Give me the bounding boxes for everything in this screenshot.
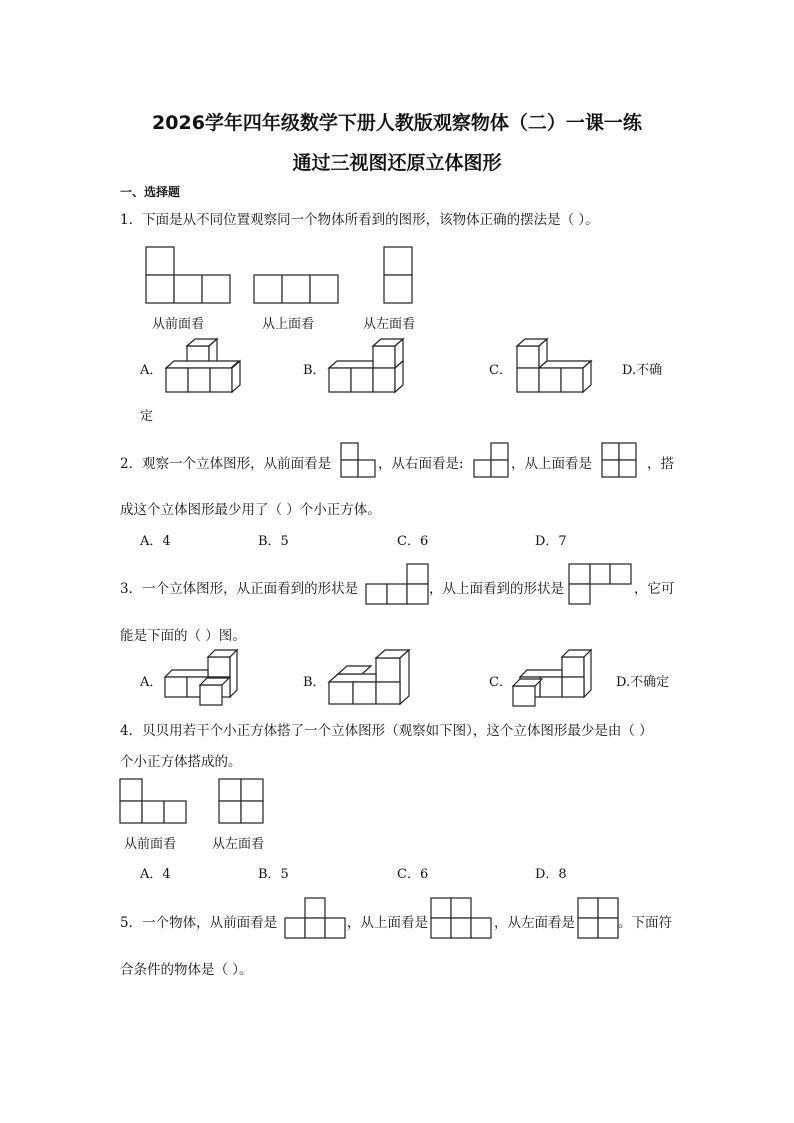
q4-option-b[interactable]: B．5: [258, 867, 289, 882]
q3-option-b[interactable]: B．: [303, 675, 326, 690]
q4-option-d[interactable]: D．8: [535, 867, 567, 882]
q3-option-a-solid[interactable]: [164, 648, 240, 706]
q4-left-view-figure: [218, 778, 266, 824]
q4-text-line2: 个小正方体搭成的。: [120, 754, 242, 770]
q5-text-part3: ，从左面看是: [494, 915, 575, 931]
q1-top-view-label: 从上面看: [262, 317, 315, 332]
q4-front-view-label: 从前面看: [124, 837, 177, 852]
q5-text-part2: ，从上面看是: [347, 915, 428, 931]
q2-right-view-figure: [473, 442, 509, 478]
q3-option-c[interactable]: C．: [489, 675, 512, 690]
q2-top-view-figure: [601, 442, 638, 479]
q3-front-view-figure: [365, 563, 429, 605]
q3-top-view-figure: [568, 563, 632, 605]
q1-top-view-figure: [253, 274, 339, 304]
q2-option-d[interactable]: D．7: [535, 534, 567, 549]
q2-text-part2: ，从右面看是:: [378, 456, 464, 472]
q1-option-a-solid[interactable]: [165, 338, 245, 394]
q3-text-part2: ，从上面看到的形状是: [429, 581, 564, 597]
question-1-text: 1．下面是从不同位置观察同一个物体所看到的图形，该物体正确的摆法是（ ）。: [120, 212, 599, 228]
q1-left-view-label: 从左面看: [363, 317, 416, 332]
q1-option-d[interactable]: D.不确: [622, 363, 663, 378]
q2-text-part3: ，从上面看是: [511, 456, 592, 472]
q1-option-c[interactable]: C．: [489, 363, 512, 378]
q3-text-line2: 能是下面的（ ）图。: [120, 628, 246, 644]
q2-front-view-figure: [340, 442, 376, 478]
q1-option-c-solid[interactable]: [516, 338, 598, 394]
q1-option-d-wrap: 定: [140, 409, 154, 424]
page-title: 2026学年四年级数学下册人教版观察物体（二）一课一练: [152, 112, 642, 134]
q1-option-b[interactable]: B．: [303, 363, 326, 378]
q3-text-part3: ，它可: [634, 581, 675, 597]
section-heading: 一、选择题: [120, 185, 181, 199]
q2-text-part1: 2．观察一个立体图形，从前面看是: [120, 456, 332, 472]
q1-option-b-solid[interactable]: [328, 338, 410, 394]
q2-text-part4: ，搭: [647, 456, 674, 472]
q3-option-b-solid[interactable]: [328, 648, 414, 706]
q4-left-view-label: 从左面看: [212, 837, 265, 852]
q1-front-view-label: 从前面看: [152, 317, 205, 332]
q5-front-view-figure: [284, 897, 346, 939]
q5-text-part4: 。下面符: [618, 915, 672, 931]
q5-left-view-figure: [577, 897, 619, 939]
q2-option-b[interactable]: B．5: [258, 534, 289, 549]
q3-option-d[interactable]: D.不确定: [616, 675, 670, 690]
q4-front-view-figure: [119, 778, 189, 824]
q1-front-view-figure: [145, 246, 231, 304]
page-subtitle: 通过三视图还原立体图形: [292, 152, 502, 174]
q1-option-a[interactable]: A．: [140, 363, 163, 378]
q5-text-part1: 5．一个物体，从前面看是: [120, 915, 278, 931]
q2-option-c[interactable]: C．6: [397, 534, 429, 549]
q4-option-a[interactable]: A．4: [140, 867, 171, 882]
q3-option-c-solid[interactable]: [512, 648, 592, 708]
q4-text-line1: 4．贝贝用若干个小正方体搭了一个立体图形（观察如下图），这个立体图形最少是由（ ）: [120, 723, 653, 739]
q3-option-a[interactable]: A．: [140, 675, 163, 690]
q5-top-view-figure: [430, 897, 492, 939]
q4-option-c[interactable]: C．6: [397, 867, 429, 882]
q1-left-view-figure: [383, 246, 413, 304]
q2-option-a[interactable]: A．4: [140, 534, 171, 549]
q5-text-line2: 合条件的物体是（ ）。: [120, 962, 253, 978]
q3-text-part1: 3．一个立体图形，从正面看到的形状是: [120, 581, 359, 597]
q2-text-line2: 成这个立体图形最少用了（ ）个小正方体。: [120, 502, 381, 518]
